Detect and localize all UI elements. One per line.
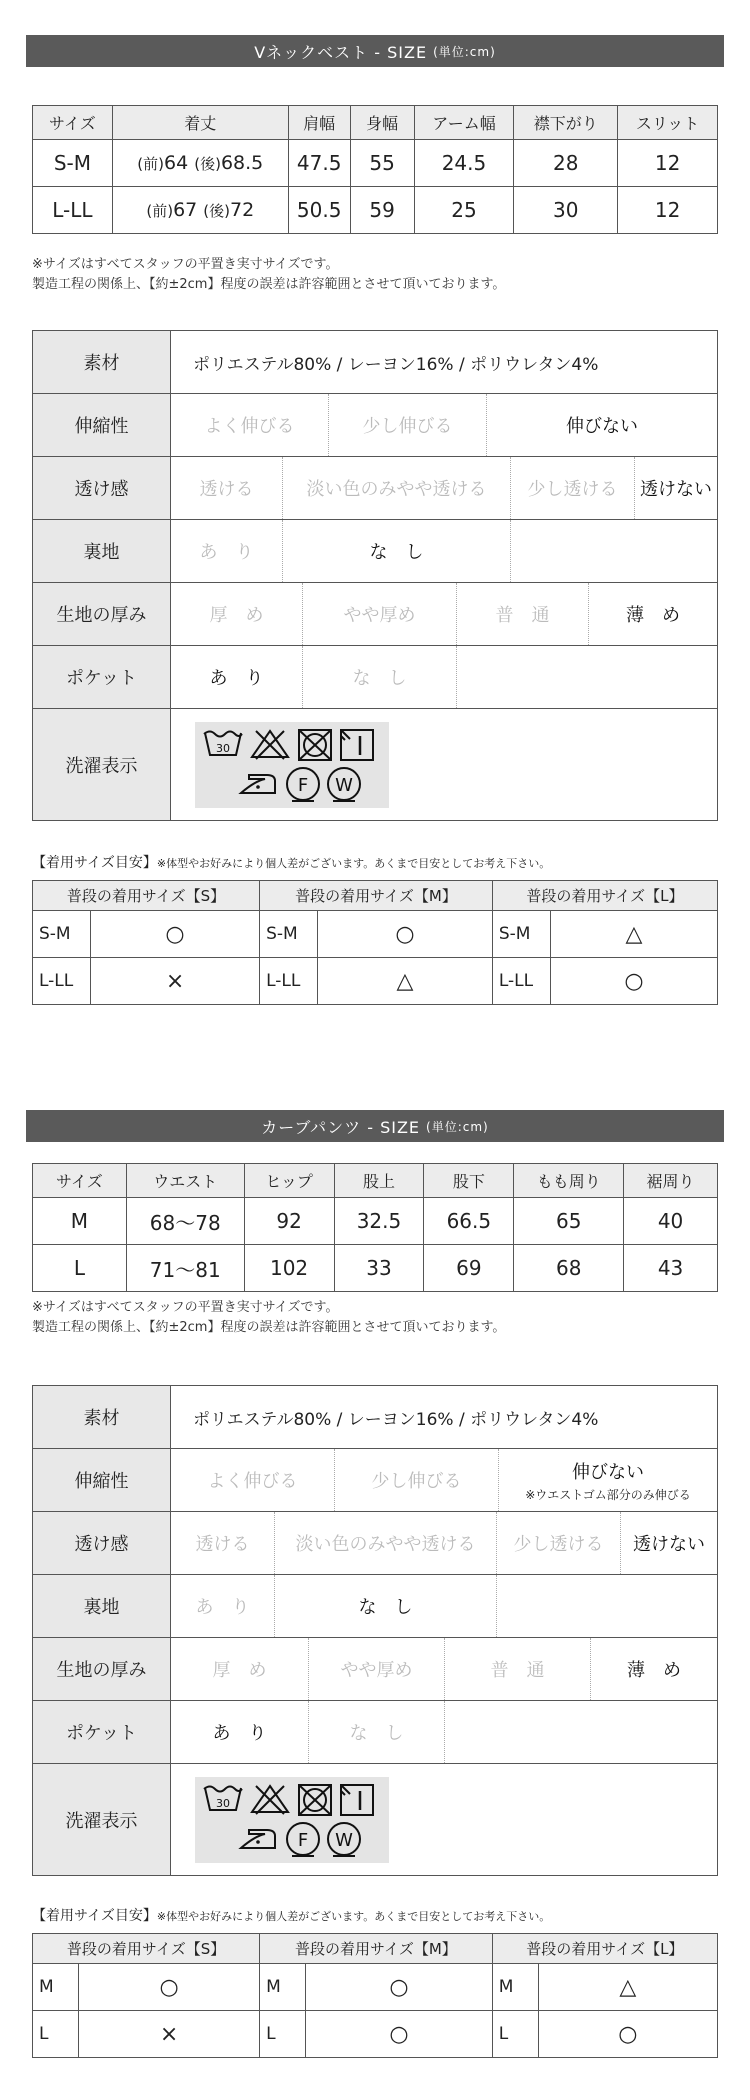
size-cell: L (492, 2011, 538, 2058)
value-cell: 66.5 (424, 1198, 514, 1245)
option-cell: な し (309, 1701, 445, 1764)
lining-row (33, 520, 718, 583)
option-cell: 淡い色のみやや透ける (283, 457, 511, 520)
size-cell: L (33, 1245, 127, 1292)
vest-banner-title: Vネックベスト - SIZE (254, 42, 428, 62)
col-header: 股上 (334, 1164, 424, 1198)
col-header: サイズ (33, 106, 113, 140)
option-cell-selected (499, 1449, 718, 1512)
value-cell: 25 (414, 187, 514, 234)
guide-note: ※体型やお好みにより個人差がございます。あくまで目安としてお考え下さい。 (156, 1910, 551, 1923)
iron-low-icon (235, 1822, 281, 1856)
table-row (33, 140, 718, 187)
col-header: ヒップ (244, 1164, 334, 1198)
mark-cell: ○ (91, 911, 260, 958)
option-cell-selected: な し (275, 1575, 497, 1638)
row-label: 洗濯表示 (33, 709, 171, 821)
col-header: サイズ (33, 1164, 127, 1198)
option-cell-selected: あ り (171, 646, 303, 709)
stretch-row (33, 394, 718, 457)
wet-clean-w-icon (325, 765, 363, 803)
laundry-row-2 (201, 1820, 383, 1858)
pants-banner-title: カーブパンツ - SIZE (261, 1117, 421, 1137)
mark-cell: × (91, 958, 260, 1005)
value-cell: 43 (624, 1245, 718, 1292)
length-cell: (前)67 (後)72 (112, 187, 288, 234)
value-cell: 33 (334, 1245, 424, 1292)
guide-header: 普段の着用サイズ【M】 (260, 881, 493, 911)
stretch-row (33, 1449, 718, 1512)
guide-title-text: 【着用サイズ目安】 (32, 855, 157, 871)
guide-header: 普段の着用サイズ【L】 (492, 881, 717, 911)
size-cell: L-LL (33, 958, 91, 1005)
pocket-row (33, 1701, 718, 1764)
size-cell: M (33, 1964, 79, 2011)
iron-low-icon (235, 767, 281, 801)
vest-size-table (32, 105, 718, 234)
line-dry-shade-icon (338, 727, 376, 763)
table-row (33, 911, 718, 958)
row-label: 透け感 (33, 1512, 171, 1575)
note-line: 製造工程の関係上、【約±2cm】程度の誤差は許容範囲とさせて頂いております。 (32, 1320, 506, 1335)
material-row (33, 1386, 718, 1449)
value-cell: 69 (424, 1245, 514, 1292)
option-cell: 少し伸びる (329, 394, 487, 457)
value-cell: 28 (514, 140, 618, 187)
pants-banner-unit: (単位:cm) (426, 1119, 489, 1134)
value-cell: 47.5 (288, 140, 350, 187)
size-cell: M (33, 1198, 127, 1245)
size-cell: L-LL (33, 187, 113, 234)
size-cell: L-LL (260, 958, 318, 1005)
length-cell: (前)64 (後)68.5 (112, 140, 288, 187)
size-cell: S-M (33, 911, 91, 958)
row-label: 生地の厚み (33, 1638, 171, 1701)
pants-sheer-table (32, 1511, 718, 1638)
table-header-row (33, 1164, 718, 1198)
option-cell: あ り (171, 1575, 275, 1638)
row-label: ポケット (33, 1701, 171, 1764)
size-cell: M (492, 1964, 538, 2011)
size-cell: L-LL (492, 958, 550, 1005)
col-header: もも周り (514, 1164, 624, 1198)
row-label: 裏地 (33, 520, 171, 583)
option-cell: やや厚め (309, 1638, 445, 1701)
mark-cell: △ (318, 958, 493, 1005)
mark-cell: ○ (306, 2011, 493, 2058)
row-label: 洗濯表示 (33, 1764, 171, 1876)
col-header: 着丈 (112, 106, 288, 140)
mark-cell: ○ (550, 958, 717, 1005)
wash-tub-30-icon (201, 727, 245, 763)
line-dry-shade-icon (338, 1782, 376, 1818)
option-text: 伸びない (572, 1461, 644, 1483)
value-cell: 59 (350, 187, 414, 234)
row-label: 伸縮性 (33, 394, 171, 457)
thickness-row (33, 583, 718, 646)
vest-banner-unit: (単位:cm) (433, 44, 496, 59)
table-row (33, 187, 718, 234)
wet-clean-w-icon (325, 1820, 363, 1858)
option-cell: 透ける (171, 457, 283, 520)
option-subnote: ※ウエストゴム部分のみ伸びる (525, 1487, 691, 1502)
row-label: 伸縮性 (33, 1449, 171, 1512)
vest-guide-title (32, 852, 550, 872)
size-cell: S-M (33, 140, 113, 187)
value-cell: 68〜78 (126, 1198, 244, 1245)
pants-size-banner (26, 1110, 724, 1142)
pants-guide-title (32, 1905, 550, 1925)
mark-cell: ○ (318, 911, 493, 958)
option-cell: よく伸びる (171, 394, 329, 457)
material-value: ポリエステル80% / レーヨン16% / ポリウレタン4% (171, 1386, 718, 1449)
table-header-row (33, 106, 718, 140)
laundry-symbols (171, 1764, 718, 1876)
laundry-row-1 (201, 1782, 383, 1818)
svg-text:W: W (335, 1829, 353, 1851)
row-label: ポケット (33, 646, 171, 709)
laundry-panel (195, 722, 389, 808)
option-cell-selected: な し (283, 520, 511, 583)
col-header: アーム幅 (414, 106, 514, 140)
option-cell: やや厚め (303, 583, 457, 646)
value-cell: 55 (350, 140, 414, 187)
value-cell: 92 (244, 1198, 334, 1245)
wash-row (33, 709, 718, 821)
note-line: 製造工程の関係上、【約±2cm】程度の誤差は許容範囲とさせて頂いております。 (32, 277, 506, 292)
row-label: 素材 (33, 1386, 171, 1449)
option-cell: 透ける (171, 1512, 275, 1575)
svg-text:30: 30 (216, 741, 230, 755)
svg-text:W: W (335, 774, 353, 796)
lining-row (33, 1575, 718, 1638)
laundry-panel (195, 1777, 389, 1863)
size-cell: S-M (492, 911, 550, 958)
no-tumble-dry-icon (295, 727, 335, 763)
option-cell: 淡い色のみやや透ける (275, 1512, 497, 1575)
guide-header-row (33, 1934, 718, 1964)
note-line: ※サイズはすべてスタッフの平置き実寸サイズです。 (32, 257, 339, 272)
pocket-row (33, 646, 718, 709)
table-row (33, 1198, 718, 1245)
value-cell: 12 (618, 187, 718, 234)
vest-wash-table (32, 708, 718, 821)
row-label: 透け感 (33, 457, 171, 520)
svg-text:F: F (297, 1829, 309, 1851)
pants-guide-table (32, 1933, 718, 2058)
material-value: ポリエステル80% / レーヨン16% / ポリウレタン4% (171, 331, 718, 394)
col-header: 身幅 (350, 106, 414, 140)
mark-cell: ○ (79, 1964, 260, 2011)
note-line: ※サイズはすべてスタッフの平置き実寸サイズです。 (32, 1300, 339, 1315)
value-cell: 40 (624, 1198, 718, 1245)
size-cell: L (33, 2011, 79, 2058)
empty-cell (457, 646, 718, 709)
laundry-symbols (171, 709, 718, 821)
option-cell-selected: 透けない (635, 457, 718, 520)
col-header: 裾周り (624, 1164, 718, 1198)
row-label: 裏地 (33, 1575, 171, 1638)
empty-cell (511, 520, 718, 583)
vest-guide-table (32, 880, 718, 1005)
guide-header: 普段の着用サイズ【L】 (492, 1934, 717, 1964)
size-cell: L (260, 2011, 306, 2058)
vest-sheer-table (32, 456, 718, 583)
value-cell: 30 (514, 187, 618, 234)
table-row (33, 1245, 718, 1292)
vest-thickness-table (32, 582, 718, 709)
empty-cell (445, 1701, 718, 1764)
value-cell: 12 (618, 140, 718, 187)
col-header: 股下 (424, 1164, 514, 1198)
col-header: スリット (618, 106, 718, 140)
option-cell-selected: 伸びない (487, 394, 718, 457)
value-cell: 24.5 (414, 140, 514, 187)
row-label: 生地の厚み (33, 583, 171, 646)
no-bleach-icon (248, 1782, 292, 1818)
material-row (33, 331, 718, 394)
vest-size-banner (26, 35, 724, 67)
option-cell: 少し透ける (497, 1512, 621, 1575)
value-cell: 65 (514, 1198, 624, 1245)
guide-note: ※体型やお好みにより個人差がございます。あくまで目安としてお考え下さい。 (156, 857, 551, 870)
option-cell: な し (303, 646, 457, 709)
pants-thickness-table (32, 1637, 718, 1764)
value-cell: 68 (514, 1245, 624, 1292)
thickness-row (33, 1638, 718, 1701)
mark-cell: × (79, 2011, 260, 2058)
option-cell: 普 通 (457, 583, 589, 646)
mark-cell: ○ (538, 2011, 717, 2058)
pants-material-table (32, 1385, 718, 1512)
vest-size-notes (32, 255, 505, 295)
size-cell: M (260, 1964, 306, 2011)
option-cell-selected: 透けない (621, 1512, 718, 1575)
option-cell: よく伸びる (171, 1449, 335, 1512)
table-row (33, 958, 718, 1005)
option-cell: あ り (171, 520, 283, 583)
laundry-row-2 (201, 765, 383, 803)
value-cell: 32.5 (334, 1198, 424, 1245)
svg-text:30: 30 (216, 1796, 230, 1810)
svg-text:F: F (297, 774, 309, 796)
mark-cell: ○ (306, 1964, 493, 2011)
option-cell: 少し伸びる (335, 1449, 499, 1512)
table-row (33, 1964, 718, 2011)
wash-tub-30-icon (201, 1782, 245, 1818)
option-cell-selected: 薄 め (589, 583, 718, 646)
no-bleach-icon (248, 727, 292, 763)
col-header: ウエスト (126, 1164, 244, 1198)
col-header: 肩幅 (288, 106, 350, 140)
guide-header-row (33, 881, 718, 911)
table-row (33, 2011, 718, 2058)
sheer-row (33, 1512, 718, 1575)
no-tumble-dry-icon (295, 1782, 335, 1818)
pants-size-table (32, 1163, 718, 1292)
mark-cell: △ (538, 1964, 717, 2011)
option-cell-selected: 薄 め (591, 1638, 718, 1701)
mark-cell: △ (550, 911, 717, 958)
row-label: 素材 (33, 331, 171, 394)
option-cell: 厚 め (171, 583, 303, 646)
value-cell: 50.5 (288, 187, 350, 234)
col-header: 襟下がり (514, 106, 618, 140)
value-cell: 71〜81 (126, 1245, 244, 1292)
pants-size-notes (32, 1298, 505, 1338)
guide-header: 普段の着用サイズ【S】 (33, 1934, 260, 1964)
guide-header: 普段の着用サイズ【M】 (260, 1934, 493, 1964)
option-cell: 少し透ける (511, 457, 635, 520)
guide-title-text: 【着用サイズ目安】 (32, 1908, 157, 1924)
sheer-row (33, 457, 718, 520)
option-cell: 厚 め (171, 1638, 309, 1701)
value-cell: 102 (244, 1245, 334, 1292)
option-cell: 普 通 (445, 1638, 591, 1701)
size-cell: S-M (260, 911, 318, 958)
wash-row (33, 1764, 718, 1876)
vest-material-table (32, 330, 718, 457)
guide-header: 普段の着用サイズ【S】 (33, 881, 260, 911)
option-cell-selected: あ り (171, 1701, 309, 1764)
dry-clean-f-icon (284, 1820, 322, 1858)
laundry-row-1 (201, 727, 383, 763)
pants-wash-table (32, 1763, 718, 1876)
dry-clean-f-icon (284, 765, 322, 803)
empty-cell (497, 1575, 718, 1638)
